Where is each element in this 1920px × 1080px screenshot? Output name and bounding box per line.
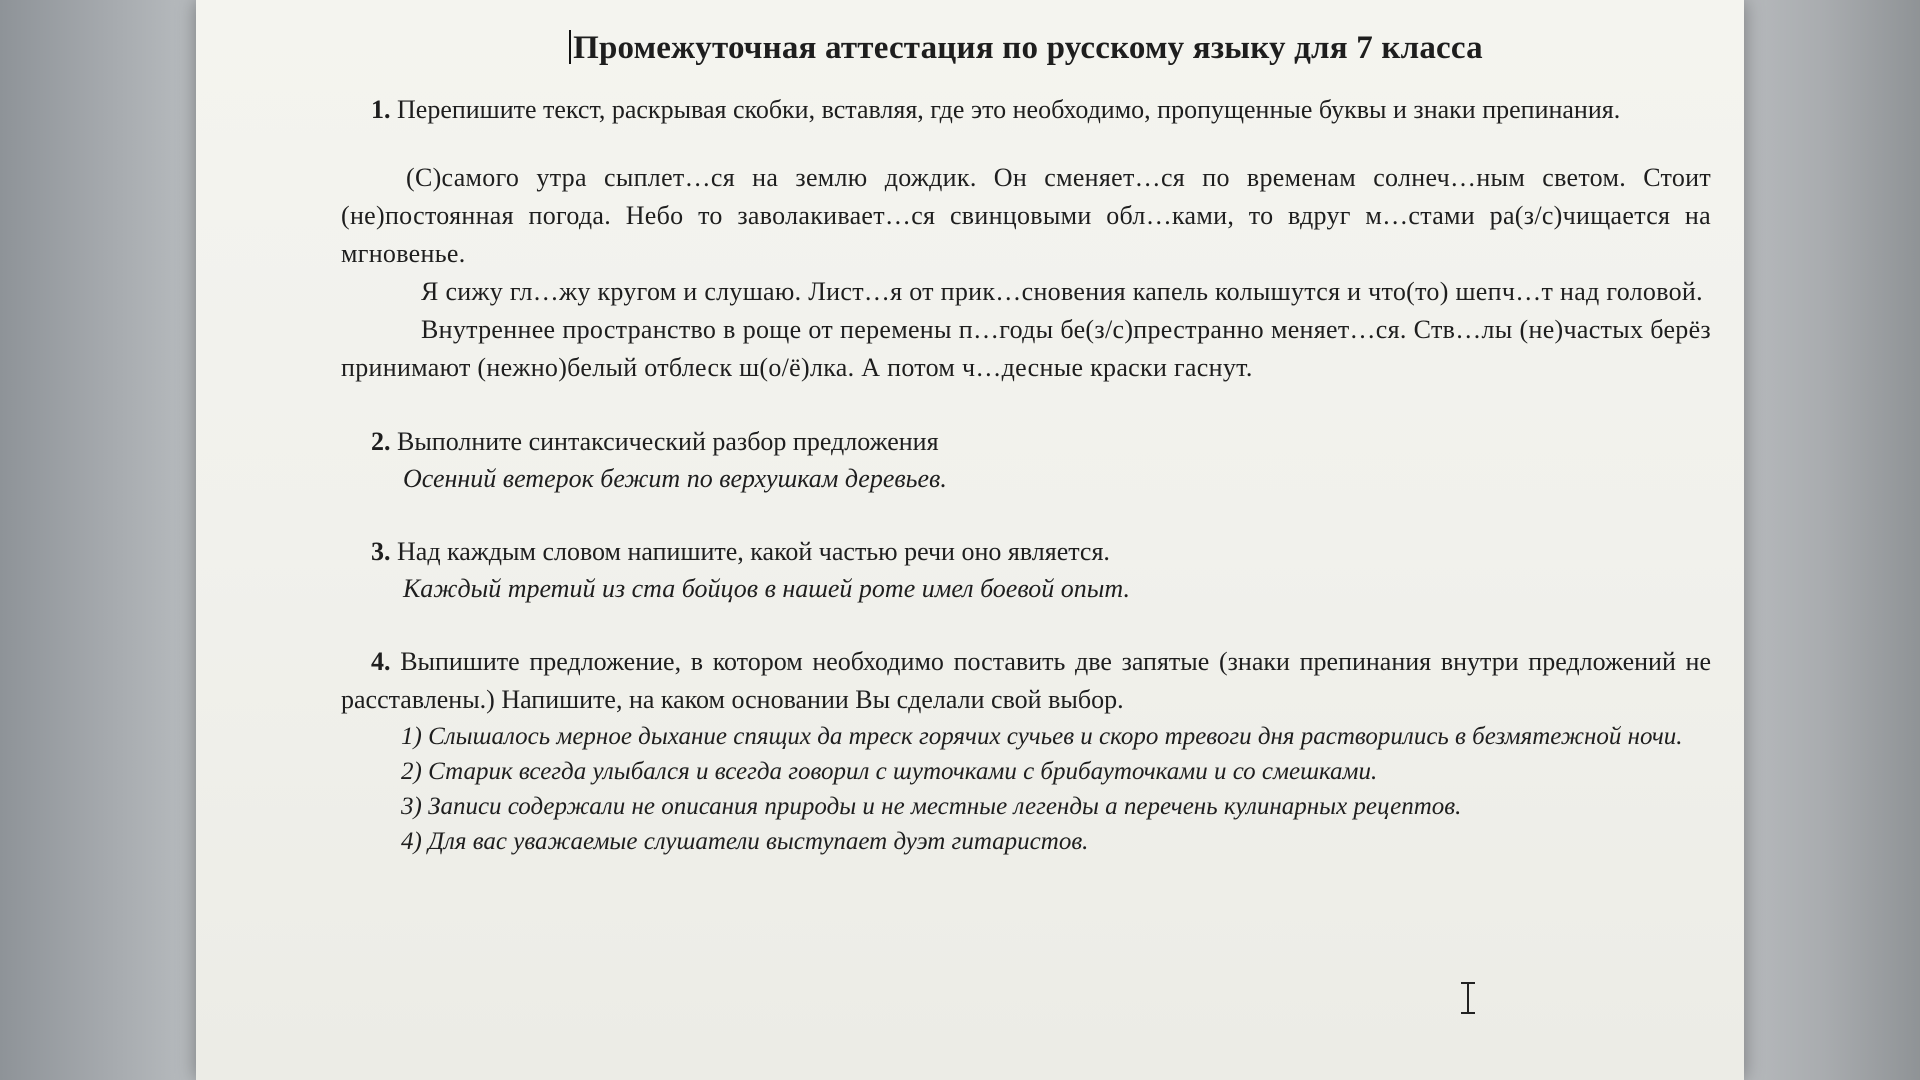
task-2-sentence: Осенний ветерок бежит по верхушкам деревьев. xyxy=(403,464,947,493)
task-4-option-3: 3) Записи содержали не описания природы и не местные легенды а перечень кулинарных рецептов. xyxy=(401,793,1462,820)
task-1-paragraph-3: Внутреннее пространство в роще от перемены п…годы бе(з/с)престранно меняет…ся. Ств…лы (не)частых берёз принимают (нежно)белый отблеск ш(о/ё)лка. А потом ч…десные краски гаснут. xyxy=(341,315,1711,382)
task-1-text: Перепишите текст, раскрывая скобки, вставляя, где это необходимо, пропущенные буквы и знаки препинания. xyxy=(397,95,1621,124)
task-1-instruction xyxy=(341,91,1711,129)
task-3-instruction xyxy=(371,533,1711,571)
document-page xyxy=(196,0,1744,1080)
task-2-instruction xyxy=(371,423,1711,461)
task-1-paragraph-2: Я сижу гл…жу кругом и слушаю. Лист…я от прик…сновения капель колышутся и что(то) шепч…т над головой. xyxy=(421,277,1703,306)
document-title: Промежуточная аттестация по русскому языку для 7 класса xyxy=(341,30,1711,67)
task-2-number: 2. xyxy=(371,427,391,456)
task-4-number: 4. xyxy=(371,647,391,676)
text-cursor xyxy=(569,30,571,64)
task-3-text: Над каждым словом напишите, какой частью речи оно является. xyxy=(397,537,1110,566)
task-1-number: 1. xyxy=(371,95,391,124)
task-4-option-4: 4) Для вас уважаемые слушатели выступает дуэт гитаристов. xyxy=(401,828,1089,855)
mouse-ibeam-cursor-icon xyxy=(1461,982,1475,1014)
task-3-sentence: Каждый третий из ста бойцов в нашей роте имел боевой опыт. xyxy=(403,574,1130,603)
task-4-instruction xyxy=(341,643,1711,719)
task-1-paragraph-1: (С)самого утра сыплет…ся на землю дождик. Он сменяет…ся по временам солнеч…ным светом. Стоит (не)постоянная погода. Небо то заволакивает…ся свинцовыми обл…ками, то вдруг м…стами ра(з/с)чищается на мгновенье. xyxy=(341,163,1711,268)
task-4-option-1: 1) Слышалось мерное дыхание спящих да треск горячих сучьев и скоро тревоги дня растворились в безмятежной ночи. xyxy=(401,723,1683,750)
task-3-number: 3. xyxy=(371,537,391,566)
document-body xyxy=(341,30,1711,859)
task-4-option-2: 2) Старик всегда улыбался и всегда говорил с шуточками с брибауточками и со смешками. xyxy=(401,758,1378,785)
task-4-text: Выпишите предложение, в котором необходимо поставить две запятые (знаки препинания внутри предложений не расставлены.) Напишите, на каком основании Вы сделали свой выбор. xyxy=(341,647,1712,714)
task-2-text: Выполните синтаксический разбор предложения xyxy=(397,427,939,456)
